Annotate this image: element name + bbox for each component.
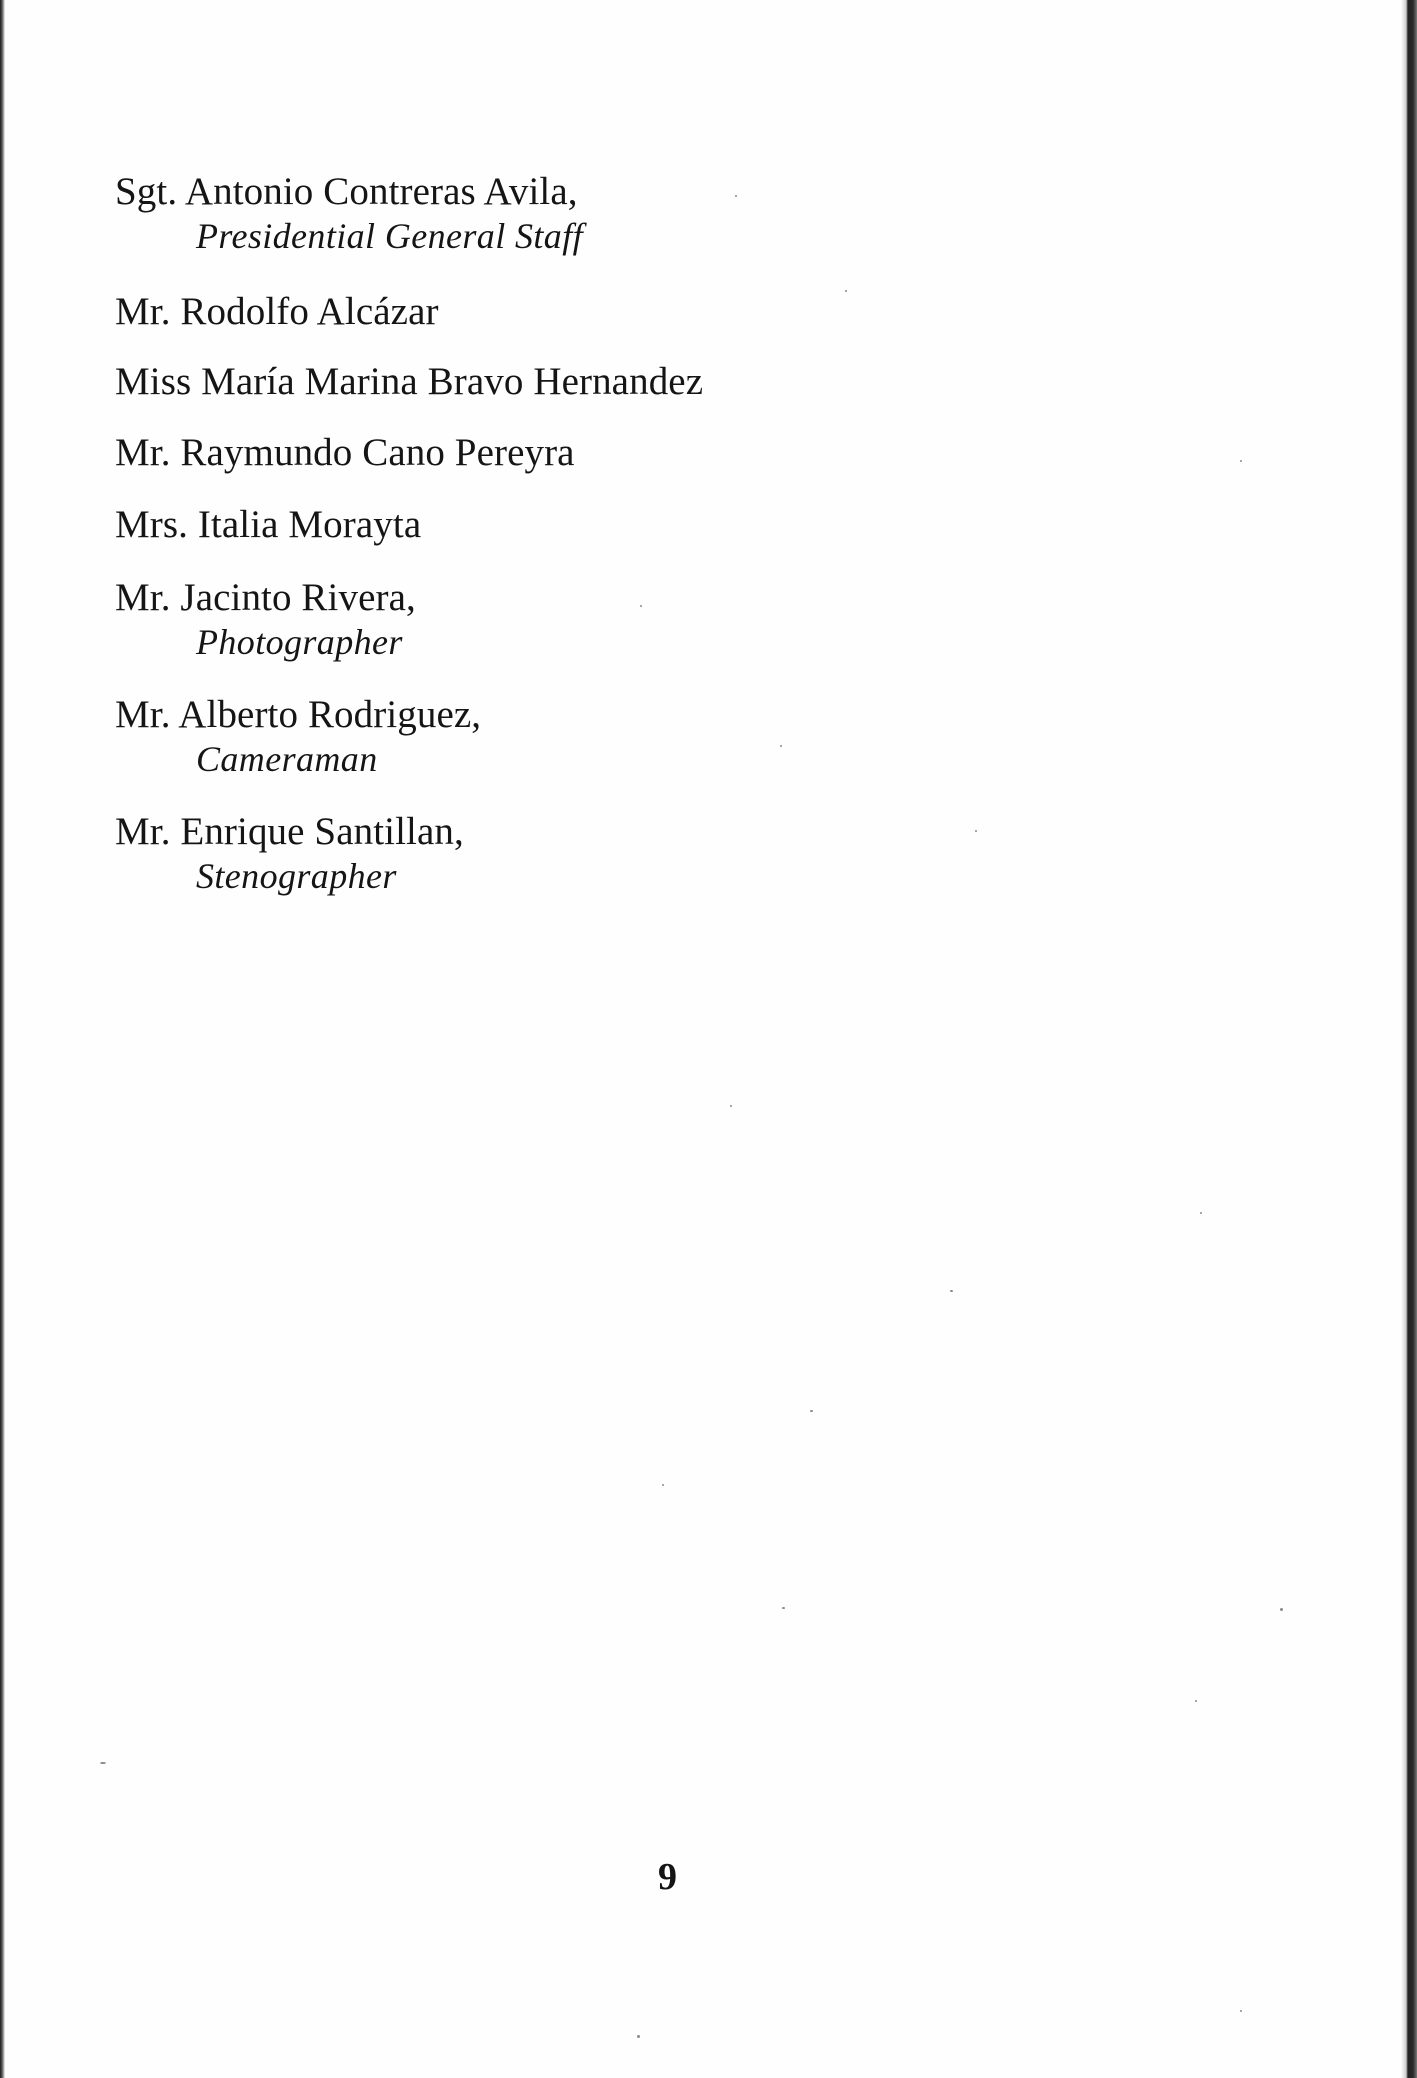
scan-speck — [637, 2035, 640, 2038]
page-number: 9 — [658, 1856, 677, 1898]
staff-entry — [115, 290, 439, 334]
scan-speck — [640, 605, 642, 607]
staff-role: Cameraman — [196, 739, 378, 779]
staff-entry — [115, 170, 583, 258]
staff-name: Mrs. Italia Morayta — [115, 503, 422, 546]
scan-speck — [950, 1290, 953, 1292]
scan-speck — [810, 1410, 813, 1412]
scan-speck — [730, 1105, 732, 1107]
staff-entry — [115, 503, 421, 547]
scan-speck — [845, 290, 847, 292]
staff-entry — [115, 693, 481, 781]
staff-name: Mr. Jacinto Rivera, — [115, 576, 416, 619]
staff-entry — [115, 576, 416, 664]
staff-role: Photographer — [196, 622, 403, 662]
scan-speck — [1240, 460, 1242, 462]
staff-name: Mr. Alberto Rodriguez, — [115, 693, 482, 736]
staff-role: Presidential General Staff — [196, 216, 584, 256]
staff-name: Miss María Marina Bravo Hernandez — [115, 360, 704, 403]
scan-speck — [100, 1762, 106, 1764]
scan-speck — [1240, 2010, 1242, 2012]
staff-entry — [115, 810, 464, 898]
scan-speck — [780, 745, 782, 747]
scan-speck — [1195, 1700, 1197, 1702]
scan-speck — [782, 1607, 785, 1609]
scan-speck — [1280, 1608, 1283, 1611]
staff-entry — [115, 431, 575, 475]
staff-entry — [115, 360, 703, 404]
scan-speck — [1200, 1212, 1202, 1214]
staff-name: Mr. Enrique Santillan, — [115, 810, 464, 853]
staff-name: Mr. Raymundo Cano Pereyra — [115, 431, 575, 474]
staff-name: Mr. Rodolfo Alcázar — [115, 290, 439, 333]
staff-role: Stenographer — [196, 856, 397, 896]
scan-speck — [662, 1484, 664, 1486]
page-left-edge — [0, 0, 5, 2078]
scan-speck — [975, 830, 977, 832]
staff-name: Sgt. Antonio Contreras Avila, — [115, 170, 578, 213]
scan-speck — [735, 195, 737, 197]
page-right-edge — [1401, 0, 1417, 2078]
